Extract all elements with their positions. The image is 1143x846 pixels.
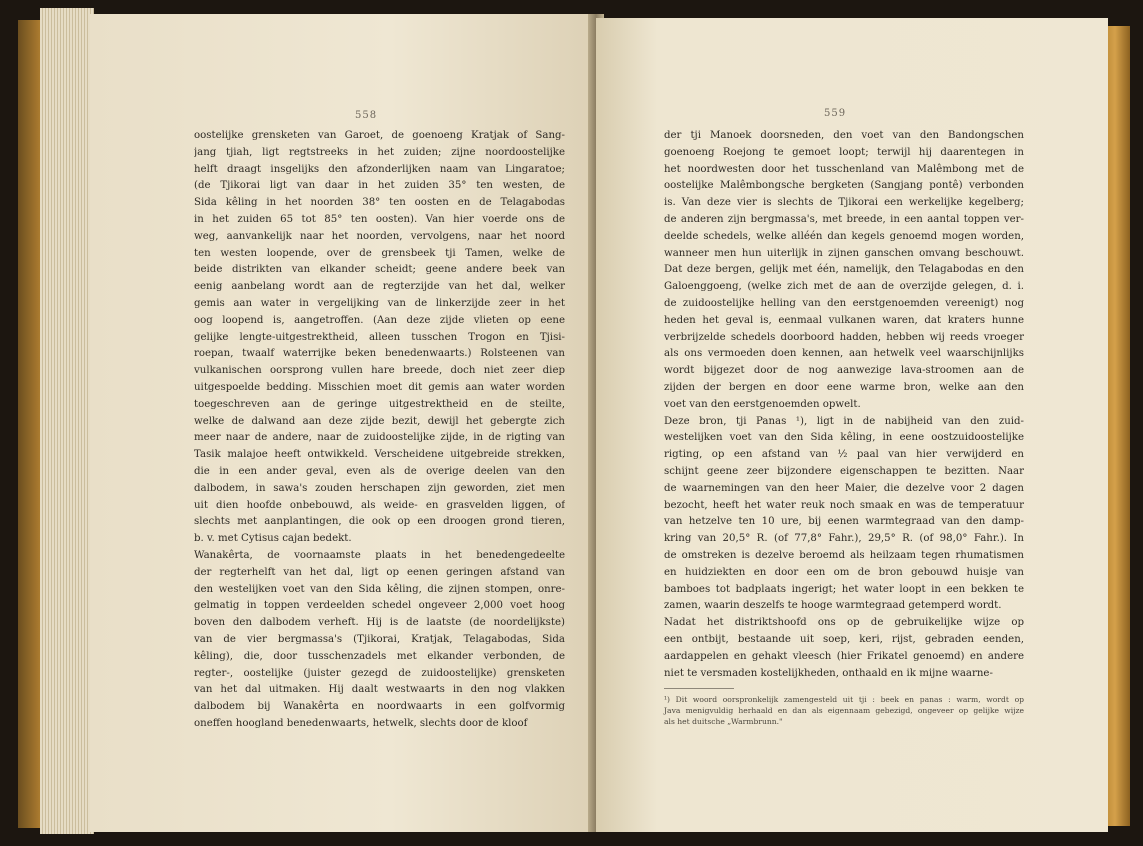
- right-page-number: 559: [824, 108, 847, 119]
- text-line: boven den dalbodem verheft. Hij is de laatste (de noordelijkste): [194, 617, 565, 629]
- text-line: bezocht, heeft het water reuk noch smaak en was de temperatuur: [664, 499, 1024, 511]
- text-line: toegeschreven aan de geringe uitgestrektheid en de steilte,: [194, 398, 565, 410]
- text-line: aardappelen en gehakt vleesch (hier Frikatel genoemd) en andere: [664, 650, 1024, 662]
- text-line: deelde schedels, welke alléén dan kegels genoemd mogen worden,: [664, 230, 1024, 242]
- text-line: rigting, op een afstand van ½ paal van hier verwijderd en: [664, 449, 1024, 461]
- text-line: ¹) Dit woord oorspronkelijk zamengesteld uit tji : beek en panas : warm, wordt op: [664, 695, 1024, 704]
- text-line: eenig aanbelang wordt aan de regterzijde van het dal, welker: [194, 281, 565, 293]
- text-line: oog loopend is, aangetroffen. (Aan deze zijde vlieten op eene: [194, 314, 565, 326]
- text-line: het noordwesten door het tusschenland van Malêmbong met de: [664, 163, 1024, 175]
- text-line: van de vier bergmassa's (Tjikorai, Kratjak, Telagabodas, Sida: [194, 633, 565, 645]
- text-line: de zuidoostelijke helling van den eerstgenoemden vereenigt) nog: [664, 297, 1024, 309]
- text-line: Tasik malajoe heeft ontwikkeld. Verscheidene uitgebreide strekken,: [194, 449, 565, 461]
- footnote: [664, 694, 1024, 727]
- footnote-rule: [664, 688, 734, 689]
- right-page: [596, 18, 1108, 832]
- text-line: Java menigvuldig herhaald en dan als eigennaam gebezigd, ongeveer op gelijke wijze: [664, 706, 1024, 715]
- text-line: den westelijken voet van den Sida kêling, die zijnen stompen, onre-: [194, 583, 565, 595]
- text-line: de waarnemingen van den heer Maier, die dezelve voor 2 dagen: [664, 482, 1024, 494]
- text-line: b. v. met Cytisus cajan bedekt.: [194, 533, 352, 545]
- text-line: welke de dalwand aan deze zijde bezit, dewijl het gebergte zich: [194, 415, 565, 427]
- text-line: schijnt geene zeer bijzondere eigenschappen te bezitten. Naar: [664, 465, 1024, 477]
- text-line: regter-, oostelijke (juister gezegd de zuidoostelijke) grensketen: [194, 667, 565, 679]
- text-line: Sida kêling in het noorden 38° ten oosten en de Telagabodas: [194, 197, 565, 209]
- text-line: een ontbijt, bestaande uit soep, keri, rijst, gebraden eenden,: [664, 633, 1024, 645]
- text-line: kêling), die, door tusschenzadels met elkander verbonden, de: [194, 650, 565, 662]
- text-line: en huidziekten en door een om de bron gebouwd huisje van: [664, 566, 1024, 578]
- text-line: uitgespoelde bedding. Misschien moet dit gemis aan water worden: [194, 381, 565, 393]
- text-line: zijden der bergen en door eene warme bron, welke aan den: [664, 381, 1024, 393]
- text-line: bamboes tot badplaats ingerigt; het water loopt in een bekken te: [664, 583, 1024, 595]
- text-line: vulkanischen oorsprong vullen hare breede, doch niet zeer diep: [194, 365, 565, 377]
- text-line: westelijken voet van den Sida kêling, in eene oostzuidoostelijke: [664, 432, 1024, 444]
- text-line: helft draagt insgelijks den afzonderlijken naam van Lingaratoe;: [194, 163, 565, 175]
- text-line: ten westen loopende, over de grensbeek tji Tamen, welke de: [194, 247, 565, 259]
- text-line: van het dal uitmaken. Hij daalt westwaarts in den nog vlakken: [194, 684, 565, 696]
- text-line: als ons vermoeden doen kennen, aan hetwelk veel waarschijnlijks: [664, 348, 1024, 360]
- text-line: Dat deze bergen, gelijk met één, namelijk, den Telagabodas en den: [664, 264, 1024, 276]
- left-page: [90, 14, 592, 832]
- text-line: in het zuiden 65 tot 85° ten oosten). Van hier voerde ons de: [194, 213, 565, 225]
- text-line: de omstreken is dezelve beroemd als heilzaam tegen rhumatismen: [664, 549, 1024, 561]
- text-line: die in een ander geval, even als de overige deelen van den: [194, 465, 565, 477]
- text-line: roepan, twaalf waterrijke beken benedenwaarts.) Rolsteenen van: [194, 348, 565, 360]
- text-line: zamen, waarin deszelfs te hooge warmtegraad getemperd wordt.: [664, 600, 1002, 612]
- text-line: Galoenggoeng, (welke zich met de aan de overzijde gelegen, d. i.: [664, 281, 1024, 293]
- text-line: de anderen zijn bergmassa's, met breede, in een aantal toppen ver-: [664, 213, 1024, 225]
- right-page-body: [664, 128, 1024, 682]
- text-line: voet van den eerstgenoemden opwelt.: [664, 398, 861, 410]
- text-line: niet te versmaden kostelijkheden, onthaald en ik mijne waarne-: [664, 667, 993, 679]
- text-line: oostelijke grensketen van Garoet, de goenoeng Kratjak of Sang-: [194, 130, 565, 141]
- text-line: Wanakêrta, de voornaamste plaats in het benedengedeelte: [194, 549, 565, 561]
- text-line: is. Van deze vier is slechts de Tjikorai een werkelijke kegelberg;: [664, 197, 1024, 209]
- text-line: gelmatig in toppen verdeelden schedel ongeveer 2,000 voet hoog: [194, 600, 565, 612]
- text-line: verbrijzelde schedels doorboord hadden, hebben wij reeds vroeger: [664, 331, 1024, 343]
- text-line: (de Tjikorai ligt van daar in het zuiden 35° ten westen, de: [194, 180, 565, 192]
- left-page-number: 558: [355, 110, 378, 121]
- text-line: dalbodem bij Wanakêrta en noordwaarts in een golfvormig: [194, 701, 565, 713]
- left-page-body: [194, 128, 565, 733]
- text-line: Nadat het distriktshoofd ons op de gebruikelijke wijze op: [664, 617, 1024, 629]
- page-edges: [40, 8, 94, 834]
- text-line: wordt bijgezet door de nog aanwezige lava-stroomen aan de: [664, 365, 1024, 377]
- text-line: der tji Manoek doorsneden, den voet van den Bandongschen: [664, 130, 1024, 141]
- text-line: van hetzelve ten 10 ure, bij eenen warmtegraad van den damp-: [664, 516, 1024, 528]
- text-line: oneffen hoogland benedenwaarts, hetwelk, slechts door de kloof: [194, 717, 528, 729]
- text-line: slechts met aanplantingen, die ook op een droogen grond tieren,: [194, 516, 565, 528]
- text-line: uit dien hoofde onbebouwd, als weide- en grasvelden liggen, of: [194, 499, 565, 511]
- text-line: weg, aanvankelijk naar het noorden, vervolgens, naar het noord: [194, 230, 565, 242]
- text-line: gelijke lengte-uitgestrektheid, alleen tusschen Trogon en Tjisi-: [194, 331, 565, 343]
- text-line: heden het geval is, eenmaal vulkanen waren, dat kraters hunne: [664, 314, 1024, 326]
- text-line: gemis aan water in vergelijking van de linkerzijde zeer in het: [194, 297, 565, 309]
- text-line: kring van 20,5° R. (of 77,8° Fahr.), 29,5° R. (of 98,0° Fahr.). In: [664, 533, 1024, 545]
- text-line: wanneer men hun uiterlijk in zijnen ganschen omvang beschouwt.: [664, 247, 1024, 259]
- text-line: dalbodem, in sawa's zouden herschapen zijn geworden, ziet men: [194, 482, 565, 494]
- text-line: beide distrikten van elkander scheidt; geene andere beek van: [194, 264, 565, 276]
- text-line: als het duitsche „Warmbrunn.": [664, 717, 783, 726]
- text-line: der regterhelft van het dal, ligt op eenen geringen afstand van: [194, 566, 565, 578]
- text-line: meer naar de andere, naar de zuidoostelijke zijde, in de rigting van: [194, 432, 565, 444]
- text-line: oostelijke Malêmbongsche bergketen (Sangjang pontê) verbonden: [664, 180, 1024, 192]
- text-line: jang tjiah, ligt regtstreeks in het zuiden; zijne noordoostelijke: [194, 146, 565, 158]
- text-line: Deze bron, tji Panas ¹), ligt in de nabijheid van den zuid-: [664, 415, 1024, 427]
- text-line: goenoeng Roejong te gemoet loopt; terwijl hij daarentegen in: [664, 146, 1024, 158]
